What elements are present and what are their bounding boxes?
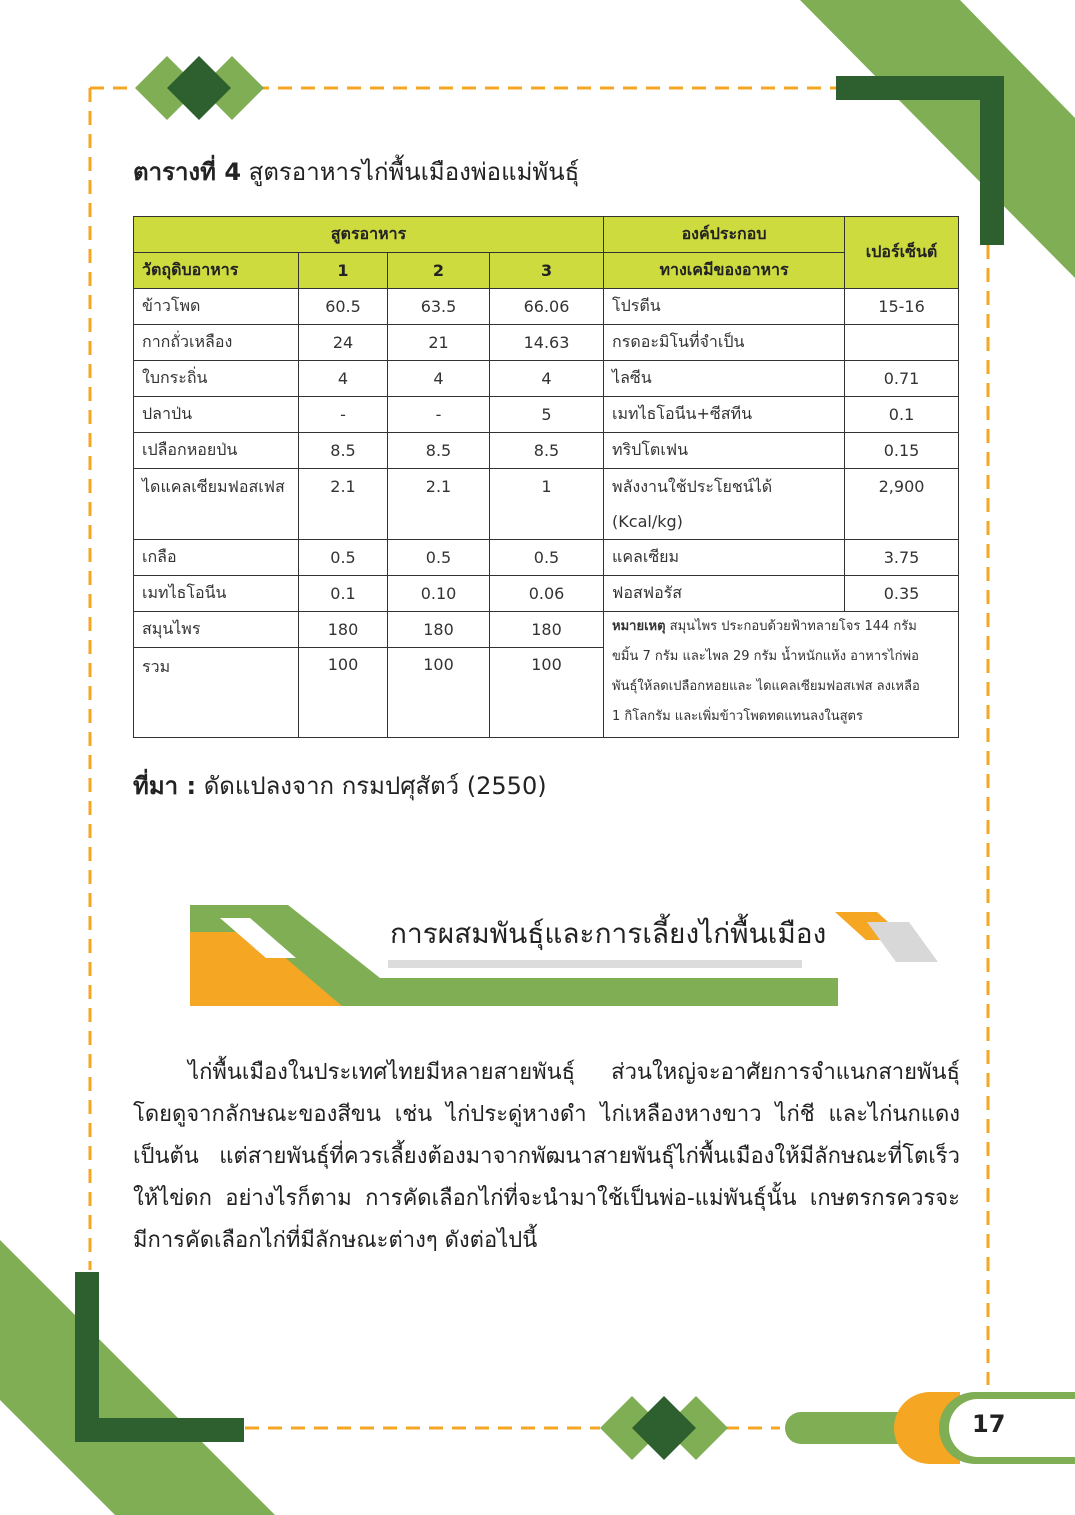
bottom-left-stripe [0,1240,275,1515]
page-number: 17 [972,1410,1006,1438]
formula-1-cell: 24 [299,325,388,361]
page-number-tab [785,1392,1075,1464]
section-heading: การผสมพันธุ์และการเลี้ยงไก่พื้นเมือง [390,917,827,950]
formula-2-cell: - [388,397,490,433]
formula-3-cell: 0.06 [490,576,604,612]
formula-3-cell: 66.06 [490,289,604,325]
formula-3-cell: 8.5 [490,433,604,469]
formula-2-cell: 4 [388,361,490,397]
table-title-text: สูตรอาหารไก่พื้นเมืองพ่อแม่พันธุ์ [248,158,580,186]
formula-1-cell: 0.1 [299,576,388,612]
percent-cell: 0.71 [845,361,959,397]
note-line3: พันธุ์ให้ลดเปลือกหอยและ ไดแคลเซียมฟอสเฟส ลงเหลือ [612,679,920,694]
percent-cell: 0.35 [845,576,959,612]
table-row [134,576,959,612]
formula-2-cell: 180 [388,612,490,648]
ingredient-cell: ปลาป่น [134,397,299,433]
ingredient-cell: เมทไธโอนีน [134,576,299,612]
formula-3-cell: 180 [490,612,604,648]
formula-1-cell: 0.5 [299,540,388,576]
note-line1: สมุนไพร ประกอบด้วยฟ้าทลายโจร 144 กรัม [665,619,917,634]
ingredient-cell: รวม [134,648,299,738]
component-cell: แคลเซียม [604,540,845,576]
ingredient-cell: สมุนไพร [134,612,299,648]
bottom-diamonds [600,1396,728,1460]
paragraph-text: ไก่พื้นเมืองในประเทศไทยมีหลายสายพันธุ์ ส่วนใหญ่จะอาศัยการจำแนกสายพันธุ์ โดยดูจากลักษณะของสีขน เช่น ไก่ประดู่หางดำ ไก่เหลืองหางขาว ไก่ชี และไก่นกแดง เป็นต้น แต่สายพันธุ์ที่ควรเลี้ยงต้องมาจากพัฒนาสายพันธุ์ไก่พื้นเมืองให้มีลักษณะที่โตเร็ว ให้ไข่ดก อย่างไรก็ตาม การคัดเลือกไก่ที่จะนำมาใช้เป็นพ่อ-แม่พันธุ์นั้น เกษตรกรควรจะ มีการคัดเลือกไก่ที่มีลักษณะต่างๆ ดังต่อไปนี้ [133,1060,960,1253]
percent-cell: 0.1 [845,397,959,433]
formula-2-cell: 0.10 [388,576,490,612]
component-unit: (Kcal/kg) [612,512,683,531]
formula-2-cell: 2.1 [388,469,490,540]
formula-2-cell: 63.5 [388,289,490,325]
note-line4: 1 กิโลกรัม และเพิ่มข้าวโพดทดแทนลงในสูตร [612,709,863,724]
header-formula-3: 3 [490,253,604,289]
feed-formula-table [133,216,959,738]
formula-2-cell: 8.5 [388,433,490,469]
note-line2: ขมิ้น 7 กรัม และไพล 29 กรัม น้ำหนักแห้ง อาหารไก่พ่อ [612,649,919,664]
percent-cell: 15-16 [845,289,959,325]
header-formula-group: สูตรอาหาร [134,217,604,253]
component-name: พลังงานใช้ประโยชน์ได้ [612,477,773,496]
source-label: ที่มา : [133,772,197,800]
body-paragraph [133,1052,960,1262]
ingredient-cell: กากถั่วเหลือง [134,325,299,361]
table-row [134,469,959,540]
formula-3-cell: 4 [490,361,604,397]
component-cell [604,469,845,540]
header-percent: เปอร์เซ็นต์ [845,217,959,289]
percent-cell: 0.15 [845,433,959,469]
component-cell: ทริปโตเฟน [604,433,845,469]
table-row [134,540,959,576]
percent-cell [845,325,959,361]
component-cell: กรดอะมิโนที่จำเป็น [604,325,845,361]
table-row [134,289,959,325]
header-formula-2: 2 [388,253,490,289]
formula-2-cell: 100 [388,648,490,738]
formula-3-cell: 14.63 [490,325,604,361]
percent-cell: 2,900 [845,469,959,540]
top-diamonds [135,56,264,120]
ingredient-cell: ใบกระถิ่น [134,361,299,397]
formula-3-cell: 5 [490,397,604,433]
formula-2-cell: 21 [388,325,490,361]
formula-3-cell: 1 [490,469,604,540]
table-note [604,612,959,738]
header-ingredient: วัตถุดิบอาหาร [134,253,299,289]
header-composition-line1: องค์ประกอบ [604,217,845,253]
formula-1-cell: 60.5 [299,289,388,325]
formula-1-cell: - [299,397,388,433]
formula-3-cell: 100 [490,648,604,738]
source-text: ดัดแปลงจาก กรมปศุสัตว์ (2550) [203,772,547,800]
table-row [134,433,959,469]
table-row [134,397,959,433]
header-formula-1: 1 [299,253,388,289]
table-row [134,361,959,397]
component-cell: ไลซีน [604,361,845,397]
ingredient-cell: ข้าวโพด [134,289,299,325]
ingredient-cell: ไดแคลเซียมฟอสเฟส [134,469,299,540]
formula-1-cell: 100 [299,648,388,738]
ingredient-cell: เปลือกหอยป่น [134,433,299,469]
component-cell: ฟอสฟอรัส [604,576,845,612]
component-cell: เมทไธโอนีน+ซีสทีน [604,397,845,433]
formula-3-cell: 0.5 [490,540,604,576]
formula-1-cell: 4 [299,361,388,397]
component-cell: โปรตีน [604,289,845,325]
table-title-label: ตารางที่ 4 [133,158,242,186]
note-label: หมายเหตุ [612,619,666,634]
table-title [133,152,579,191]
formula-1-cell: 180 [299,612,388,648]
formula-1-cell: 2.1 [299,469,388,540]
percent-cell: 3.75 [845,540,959,576]
formula-1-cell: 8.5 [299,433,388,469]
ingredient-cell: เกลือ [134,540,299,576]
formula-2-cell: 0.5 [388,540,490,576]
source-line [133,766,547,805]
table-row [134,325,959,361]
table-row [134,612,959,648]
header-composition-line2: ทางเคมีของอาหาร [604,253,845,289]
